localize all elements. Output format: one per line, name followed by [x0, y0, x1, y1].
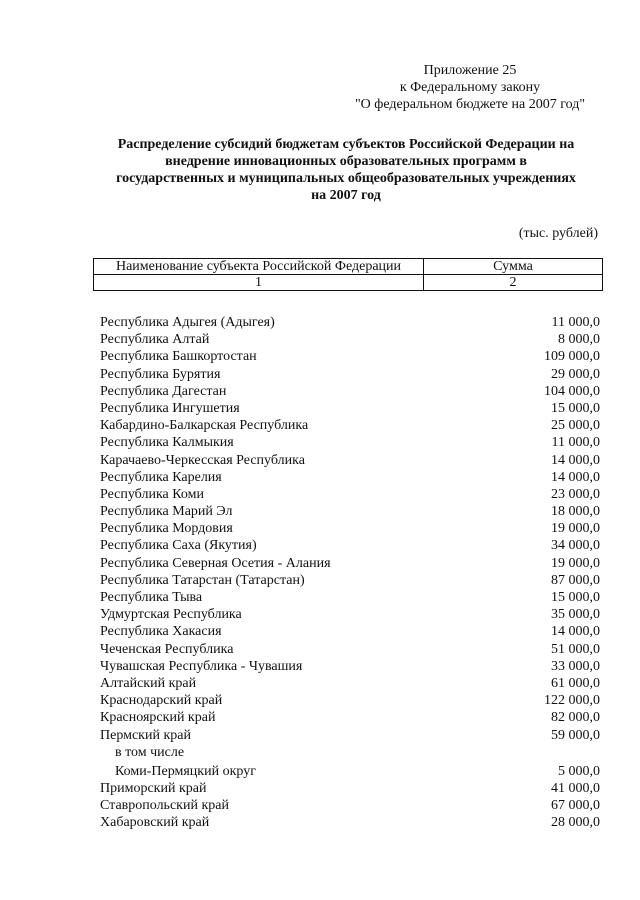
table-row	[100, 744, 600, 761]
region-name: Республика Хакасия	[100, 624, 222, 640]
region-name: Республика Мордовия	[100, 521, 233, 537]
subsidy-amount: 28 000,0	[551, 815, 600, 831]
subsidy-amount: 25 000,0	[551, 418, 600, 434]
subsidy-amount: 29 000,0	[551, 366, 600, 382]
subsidy-amount: 41 000,0	[551, 781, 600, 797]
subsidy-amount: 18 000,0	[551, 504, 600, 520]
subsidy-amount: 109 000,0	[544, 349, 600, 365]
title-line-3: государственных и муниципальных общеобразовательных учреждениях	[116, 171, 576, 186]
table-row	[100, 366, 600, 383]
region-name: Чеченская Республика	[100, 641, 234, 657]
subsidy-amount: 122 000,0	[544, 693, 600, 709]
appendix-block	[340, 62, 600, 113]
region-name: Республика Карелия	[100, 469, 222, 485]
appendix-law: к Федеральному закону	[399, 80, 541, 95]
region-name: Республика Марий Эл	[100, 504, 233, 520]
region-name: Чувашская Республика - Чувашия	[100, 658, 303, 674]
title-line-2: внедрение инновационных образовательных программ в	[165, 154, 527, 169]
subsidy-amount: 15 000,0	[551, 590, 600, 605]
table-row	[100, 520, 600, 537]
region-name: Республика Татарстан (Татарстан)	[100, 572, 305, 588]
table-row	[100, 503, 600, 520]
table-row	[100, 537, 600, 554]
subsidy-amount: 8 000,0	[558, 332, 600, 348]
unit-label: (тыс. рублей)	[518, 226, 598, 241]
table-body	[100, 314, 600, 832]
region-name: Республика Дагестан	[100, 383, 227, 399]
region-name: Республика Адыгея (Адыгея)	[100, 315, 275, 330]
table-row	[100, 606, 600, 623]
subsidy-amount: 14 000,0	[551, 624, 600, 640]
subsidy-amount: 14 000,0	[551, 469, 600, 485]
region-name: Красноярский край	[100, 710, 216, 726]
title-line-4: на 2007 год	[311, 188, 381, 203]
subsidy-amount: 23 000,0	[551, 486, 600, 502]
table-row	[100, 589, 600, 606]
subsidy-amount: 35 000,0	[551, 607, 600, 623]
table-row	[100, 692, 600, 709]
region-name: Алтайский край	[100, 675, 197, 691]
table-row	[100, 814, 600, 831]
region-name: Республика Алтай	[100, 332, 210, 348]
header-col-number-2: 2	[424, 275, 603, 291]
appendix-number: Приложение 25	[423, 63, 517, 78]
region-name: Республика Саха (Якутия)	[100, 538, 257, 554]
table-row	[100, 469, 600, 486]
subsidy-amount: 82 000,0	[551, 710, 600, 726]
table-row	[100, 555, 600, 572]
subsidy-amount: 11 000,0	[551, 435, 600, 451]
region-name: Удмуртская Республика	[100, 607, 242, 623]
header-col-number-1: 1	[94, 275, 424, 291]
subsidy-amount: 51 000,0	[551, 641, 600, 657]
region-name: Карачаево-Черкесская Республика	[100, 452, 305, 468]
region-name: Хабаровский край	[100, 815, 210, 831]
subsidy-amount: 11 000,0	[551, 315, 600, 330]
table-row	[100, 797, 600, 814]
table-row	[100, 314, 600, 331]
table-header	[93, 258, 603, 291]
table-row	[100, 400, 600, 417]
subsidy-amount: 19 000,0	[551, 521, 600, 537]
table-row	[100, 434, 600, 451]
subsidy-amount: 15 000,0	[551, 400, 600, 416]
subsidy-amount: 34 000,0	[551, 538, 600, 554]
document-title	[92, 136, 600, 204]
table-row	[100, 763, 600, 780]
region-name: Пермский край	[100, 727, 191, 743]
subsidy-amount: 33 000,0	[551, 658, 600, 674]
table-row	[100, 658, 600, 675]
region-name: Республика Северная Осетия - Алания	[100, 555, 331, 571]
subsidy-amount: 59 000,0	[551, 727, 600, 743]
subsidy-amount: 61 000,0	[551, 675, 600, 691]
subsidy-amount: 14 000,0	[551, 452, 600, 468]
table-row	[100, 727, 600, 744]
table-row	[100, 486, 600, 503]
header-region-name: Наименование субъекта Российской Федерации	[94, 259, 424, 275]
table-row	[100, 417, 600, 434]
table-row	[100, 623, 600, 640]
table-row	[100, 348, 600, 365]
table-row	[100, 331, 600, 348]
region-name: Республика Ингушетия	[100, 400, 240, 416]
table-row	[100, 383, 600, 400]
region-name: Республика Коми	[100, 486, 204, 502]
title-line-1: Распределение субсидий бюджетам субъектов Российской Федерации на	[117, 137, 575, 152]
region-name: Республика Бурятия	[100, 366, 221, 382]
table-row	[100, 572, 600, 589]
region-name: Ставропольский край	[100, 798, 229, 814]
table-row	[100, 675, 600, 692]
region-name: Приморский край	[100, 781, 207, 797]
region-name: Коми-Пермяцкий округ	[115, 763, 256, 779]
subsidy-amount: 5 000,0	[558, 763, 600, 779]
header-amount: Сумма	[424, 259, 603, 275]
subsidy-amount: 104 000,0	[544, 383, 600, 399]
table-row	[100, 452, 600, 469]
region-name: Краснодарский край	[100, 693, 223, 709]
subsidy-amount: 87 000,0	[551, 572, 600, 588]
subsidy-amount: 67 000,0	[551, 798, 600, 814]
table-row	[100, 641, 600, 658]
region-name: Республика Калмыкия	[100, 435, 234, 451]
table-row	[100, 709, 600, 726]
region-name: Республика Башкортостан	[100, 349, 257, 365]
region-name: в том числе	[115, 744, 185, 760]
region-name: Республика Тыва	[100, 590, 203, 605]
appendix-law-title: "О федеральном бюджете на 2007 год"	[354, 97, 586, 112]
region-name: Кабардино-Балкарская Республика	[100, 418, 309, 434]
table-row	[100, 780, 600, 797]
subsidy-amount: 19 000,0	[551, 555, 600, 571]
